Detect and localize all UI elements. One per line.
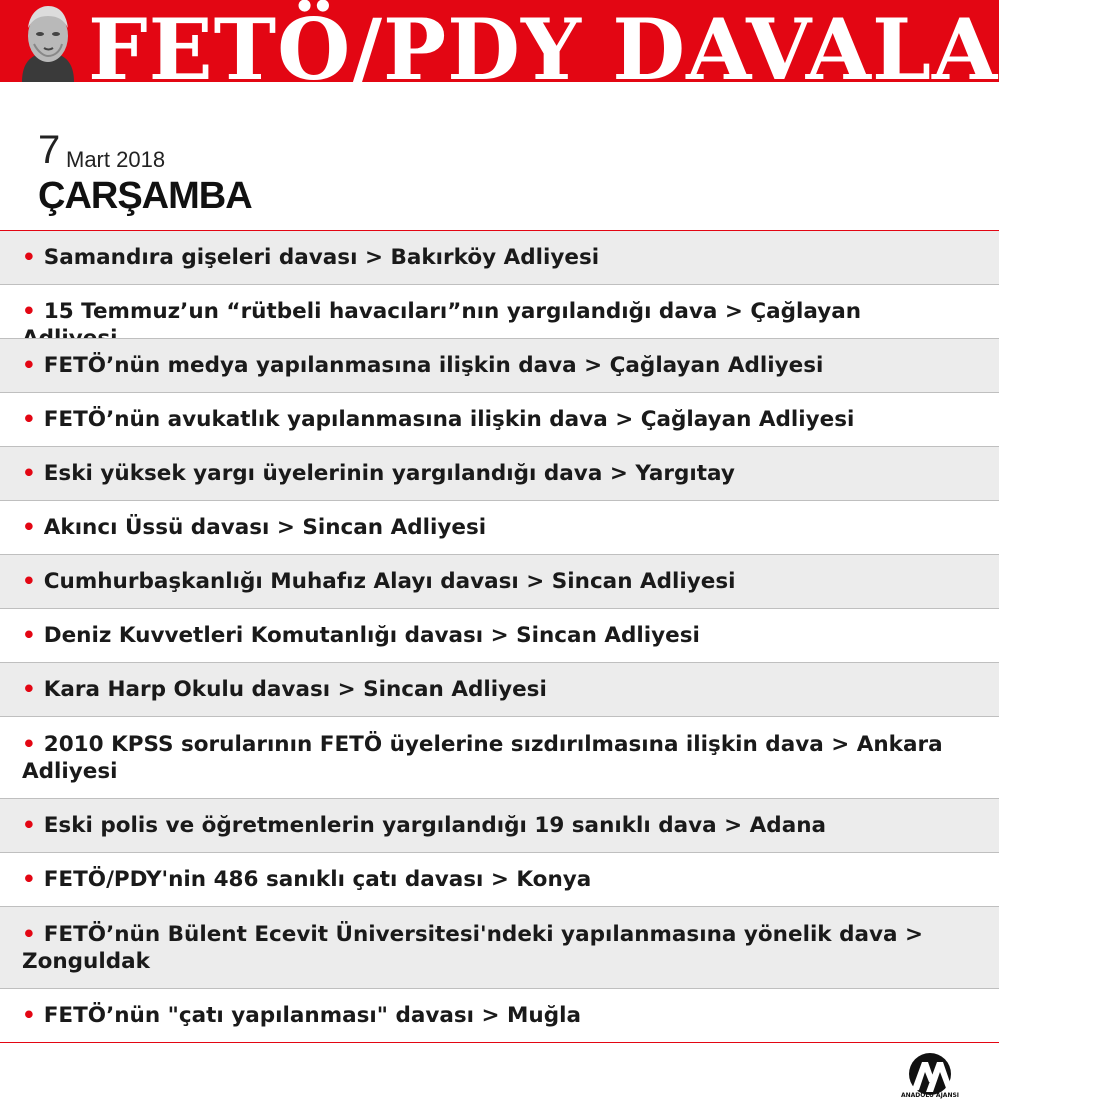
bullet-icon: • [22, 1003, 36, 1028]
list-item [0, 798, 999, 852]
list-item [0, 230, 999, 284]
list-item [0, 662, 999, 716]
bullet-icon: • [22, 515, 36, 540]
list-item [0, 392, 999, 446]
date-month-year: Mart 2018 [66, 147, 166, 172]
bullet-icon: • [22, 461, 36, 486]
list-item [0, 608, 999, 662]
bullet-icon: • [22, 623, 36, 648]
case-text: FETÖ’nün medya yapılanmasına ilişkin dava > Çağlayan Adliyesi [43, 353, 824, 378]
case-text: FETÖ/PDY'nin 486 sanıklı çatı davası > Konya [43, 867, 592, 892]
case-text: Samandıra gişeleri davası > Bakırköy Adliyesi [43, 245, 600, 270]
bullet-icon: • [22, 245, 36, 270]
list-item [0, 554, 999, 608]
list-bottom-rule [0, 1042, 999, 1043]
logo-caption: ANADOLU AJANSI [900, 1092, 960, 1099]
case-text: Deniz Kuvvetleri Komutanlığı davası > Sincan Adliyesi [43, 623, 700, 648]
case-text: FETÖ’nün Bülent Ecevit Üniversitesi'ndeki yapılanmasına yönelik dava > Zonguldak [22, 922, 924, 974]
case-text: Kara Harp Okulu davası > Sincan Adliyesi [43, 677, 547, 702]
case-text: Cumhurbaşkanlığı Muhafız Alayı davası > Sincan Adliyesi [43, 569, 736, 594]
header-banner [0, 0, 1109, 99]
case-text: Akıncı Üssü davası > Sincan Adliyesi [43, 515, 487, 540]
bullet-icon: • [22, 922, 36, 947]
date-weekday: ÇARŞAMBA [38, 175, 252, 217]
case-text: FETÖ’nün avukatlık yapılanmasına ilişkin dava > Çağlayan Adliyesi [43, 407, 855, 432]
case-text: 2010 KPSS sorularının FETÖ üyelerine sızdırılmasına ilişkin dava > Ankara Adliyesi [22, 732, 943, 784]
date-block [38, 128, 338, 218]
case-text: FETÖ’nün "çatı yapılanması" davası > Muğla [43, 1003, 581, 1028]
bullet-icon: • [22, 299, 36, 324]
bullet-icon: • [22, 569, 36, 594]
bullet-icon: • [22, 867, 36, 892]
bullet-icon: • [22, 677, 36, 702]
list-item [0, 906, 999, 988]
case-text: 15 Temmuz’un “rütbeli havacıları”nın yargılandığı dava > Çağlayan [43, 299, 862, 324]
bullet-icon: • [22, 353, 36, 378]
list-item [0, 716, 999, 798]
bullet-icon: • [22, 732, 36, 757]
list-item [0, 284, 999, 338]
portrait-image [14, 0, 82, 82]
bullet-icon: • [22, 407, 36, 432]
page-title: FETÖ/PDY DAVALARI [88, 0, 1109, 99]
list-item [0, 338, 999, 392]
list-item [0, 852, 999, 906]
list-item [0, 988, 999, 1042]
case-text: Eski polis ve öğretmenlerin yargılandığı 19 sanıklı dava > Adana [43, 813, 827, 838]
bullet-icon: • [22, 813, 36, 838]
date-day: 7 [38, 128, 61, 172]
list-item [0, 500, 999, 554]
case-text: Eski yüksek yargı üyelerinin yargılandığı dava > Yargıtay [43, 461, 735, 486]
list-item [0, 446, 999, 500]
